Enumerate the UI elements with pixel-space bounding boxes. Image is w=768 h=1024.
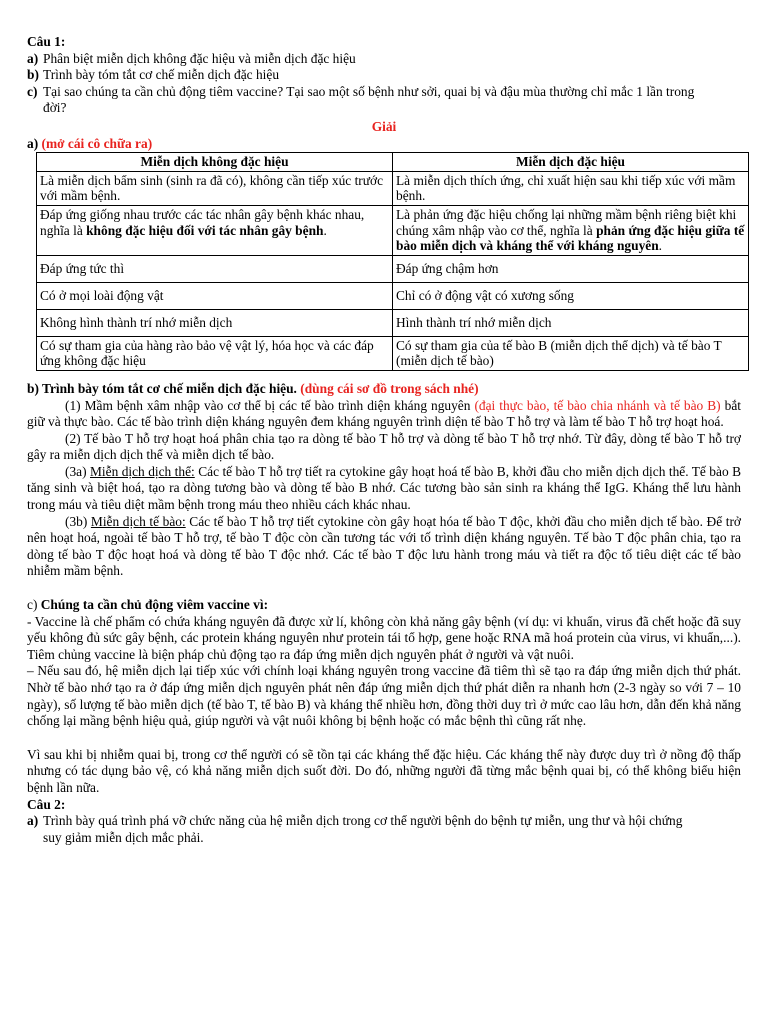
question-1-item-a — [27, 51, 741, 68]
paragraph-text: bắt giữ và thực bào. Các tế bào trình diện kháng nguyên đem kháng nguyên trình diện tế bào T hỗ trợ và làm tế bào T hỗ trợ hoạt hoá. — [27, 397, 741, 430]
paragraph: – Nếu sau đó, hệ miễn dịch lại tiếp xúc với chính loại kháng nguyên trong vaccine đã tiêm thì sẽ tạo ra đáp ứng miễn dịch thứ phát. Nhờ tế bào nhớ tạo ra ở đáp ứng miễn dịch nguyên phát nên đáp ứng miễn dịch thứ phát diễn ra nhanh hơn (2-3 ngày so với 7 – 10 ngày), số lượng tế bào miễn dịch (tế bào T, tế bào B) và kháng thể nhiều hơn, đồng thời duy trì ở mức cao lâu hơn, dẫn đến khả năng chống lại mầng bệnh hiệu quả, giúp người và vật nuôi không bị bệnh hoặc có mắc bệnh thì cũng rất nhẹ. — [27, 663, 741, 729]
part-a-note: (mở cái cô chữa ra) — [41, 135, 153, 151]
table-cell: Đáp ứng chậm hơn — [393, 255, 749, 282]
table-header-specific: Miễn dịch đặc hiệu — [393, 153, 749, 172]
cell-text: Là phản ứng đặc hiệu chống lại những mầm bệnh riêng biệt khi chúng xâm nhập vào cơ thể, nghĩa là — [396, 206, 737, 238]
paragraph: (2) Tế bào T hỗ trợ hoạt hoá phân chia tạo ra dòng tế bào T hỗ trợ và dòng tế bào T hỗ trợ nhớ. Từ đây, dòng tế bào T hỗ trợ gây ra miễn dịch dịch thể và miễn dịch tế bào. — [27, 430, 741, 463]
table-cell — [37, 205, 393, 255]
paragraph: - Vaccine là chế phẩm có chứa kháng nguyên đã được xử lí, không còn khả năng gây bệnh (ví dụ: vi khuẩn, virus đã chết hoặc đã suy yếu không đủ sức gây bệnh, các protein kháng nguyên như protein tái tổ hợp, gene hoặc RNA mã hoá protein của virus, vi khuẩn,...). Tiêm chủng vaccine là biện pháp chủ động tạo ra đáp ứng miễn dịch nguyên phát ở người và vật nuôi. — [27, 613, 741, 662]
table-header-nonspecific: Miễn dịch không đặc hiệu — [37, 153, 393, 172]
item-text: Trình bày tóm tắt cơ chế miễn dịch đặc hiệu — [43, 67, 280, 83]
table-row — [37, 336, 749, 370]
part-b-title: b) Trình bày tóm tắt cơ chế miễn dịch đặc hiệu. — [27, 380, 297, 396]
solution-title: Giải — [371, 118, 397, 134]
part-b-heading — [27, 381, 741, 398]
table-cell: Đáp ứng tức thì — [37, 255, 393, 282]
table-row — [37, 205, 749, 255]
question-2-title: Câu 2: — [27, 796, 66, 812]
table-header-row — [37, 153, 749, 172]
paragraph — [27, 514, 741, 580]
cell-text: . — [323, 222, 327, 238]
paragraph: Vì sau khi bị nhiễm quai bị, trong cơ thể người có sẽ tồn tại các kháng thể đặc hiệu. Các kháng thể này được duy trì ở nồng độ thấp nhưng có tác dụng bảo vệ, có khả năng miễn dịch suốt đời. Do đó, những người đã từng mắc bệnh quai bị, có thể không biểu hiện bệnh lần nữa. — [27, 746, 741, 795]
item-text: Trình bày quá trình phá vỡ chức năng của hệ miễn dịch trong cơ thể người bệnh do bệnh tự miễn, ung thư và hội chứng suy giảm miễn dịch mắc phải. — [43, 813, 683, 845]
paragraph-text: (1) Mầm bệnh xâm nhập vào cơ thể bị các tế bào trình diện kháng nguyên — [65, 397, 475, 413]
item-label: c) — [27, 83, 38, 99]
cell-text: . — [658, 238, 663, 254]
table-row — [37, 255, 749, 282]
paragraph — [27, 398, 741, 431]
paragraph-number: (3b) — [65, 513, 91, 529]
table-cell: Có sự tham gia của hàng rào bảo vệ vật lý, hóa học và các đáp ứng không đặc hiệu — [37, 336, 393, 370]
table-cell: Có ở mọi loài động vật — [37, 282, 393, 309]
question-1-title: Câu 1: — [27, 34, 66, 49]
question-2-item-a — [27, 813, 741, 846]
part-b-note: (dùng cái sơ đồ trong sách nhé) — [300, 380, 479, 396]
table-row — [37, 309, 749, 336]
table-cell: Không hình thành trí nhớ miễn dịch — [37, 309, 393, 336]
table-cell: Là miễn dịch thích ứng, chỉ xuất hiện sau khi tiếp xúc với mầm bệnh. — [393, 171, 749, 205]
question-1-item-b — [27, 67, 741, 84]
table-row — [37, 171, 749, 205]
cell-text-bold: không đặc hiệu đối với tác nhân gây bệnh — [86, 222, 324, 238]
paragraph-text-red: (đại thực bào, tế bào chia nhánh và tế bào B) — [474, 397, 721, 413]
table-row — [37, 282, 749, 309]
paragraph-text: Các tế bào T hỗ trợ tiết cytokine còn gây hoạt hóa tế bào T độc, khởi đầu cho miễn dịch tế bào. Để trở nên hoạt hoá, ngoài tế bào T hỗ trợ, tế bào T độc còn cần tương tác với tố trình diện kháng nguyên. Tế bào T độc phân chia, tạo ra dòng tế bào T độc hoạt hoá và dòng tế bào T độc nhớ. Các tế bào T độc lưu hành trong máu và tiết ra độc tố tiêu diệt các tế bào nhiễm mầm bệnh. — [27, 513, 741, 579]
comparison-table — [36, 152, 749, 371]
cell-text-bold: phản ứng đặc hiệu giữa tế bào miễn dịch và kháng thể với kháng nguyên — [396, 222, 745, 254]
table-cell: Có sự tham gia của tế bào B (miễn dịch thể dịch) và tế bào T (miễn dịch tế bào) — [393, 336, 749, 370]
item-text: Phân biệt miễn dịch không đặc hiệu và miễn dịch đặc hiệu — [43, 50, 356, 66]
part-a-label: a) — [27, 135, 39, 151]
part-c-heading — [27, 597, 741, 614]
cell-text: Đáp ứng giống nhau trước các tác nhân gây bệnh khác nhau, nghĩa là — [40, 206, 365, 238]
question-1-item-c — [27, 84, 741, 117]
paragraph-underlined: Miễn dịch tế bào: — [90, 513, 186, 529]
part-a-heading — [27, 136, 741, 153]
item-label: a) — [27, 50, 39, 66]
paragraph-text: Các tế bào T hỗ trợ tiết ra cytokine gây hoạt hoá tế bào B, khởi đầu cho miễn dịch dịch thể. Tế bào B tăng sinh và biệt hoá, tạo ra dòng tương bào và dòng tế bào B nhớ. Các tương bào sản sinh ra kháng thể IgG. Kháng thể lưu hành trong máu và tiêu diệt mầm bệnh trong máu theo nhiều cách khác nhau. — [27, 463, 742, 513]
table-cell: Chỉ có ở động vật có xương sống — [393, 282, 749, 309]
part-c-label: c) — [27, 597, 41, 613]
item-label: a) — [27, 813, 39, 829]
item-text: Tại sao chúng ta cần chủ động tiêm vaccine? Tại sao một số bệnh như sởi, quai bị và đậu mùa thường chỉ mắc 1 lần trong đời? — [43, 83, 695, 116]
paragraph-number: (3a) — [65, 463, 90, 479]
paragraph-underlined: Miễn dịch dịch thể: — [90, 463, 195, 479]
table-cell: Là miễn dịch bẩm sinh (sinh ra đã có), không cần tiếp xúc trước với mầm bệnh. — [37, 171, 393, 205]
part-c-title: Chúng ta cần chủ động viêm vaccine vì: — [40, 597, 269, 613]
item-label: b) — [27, 67, 39, 83]
table-cell: Hình thành trí nhớ miễn dịch — [393, 309, 749, 336]
table-cell — [393, 205, 749, 255]
paragraph — [27, 464, 741, 514]
